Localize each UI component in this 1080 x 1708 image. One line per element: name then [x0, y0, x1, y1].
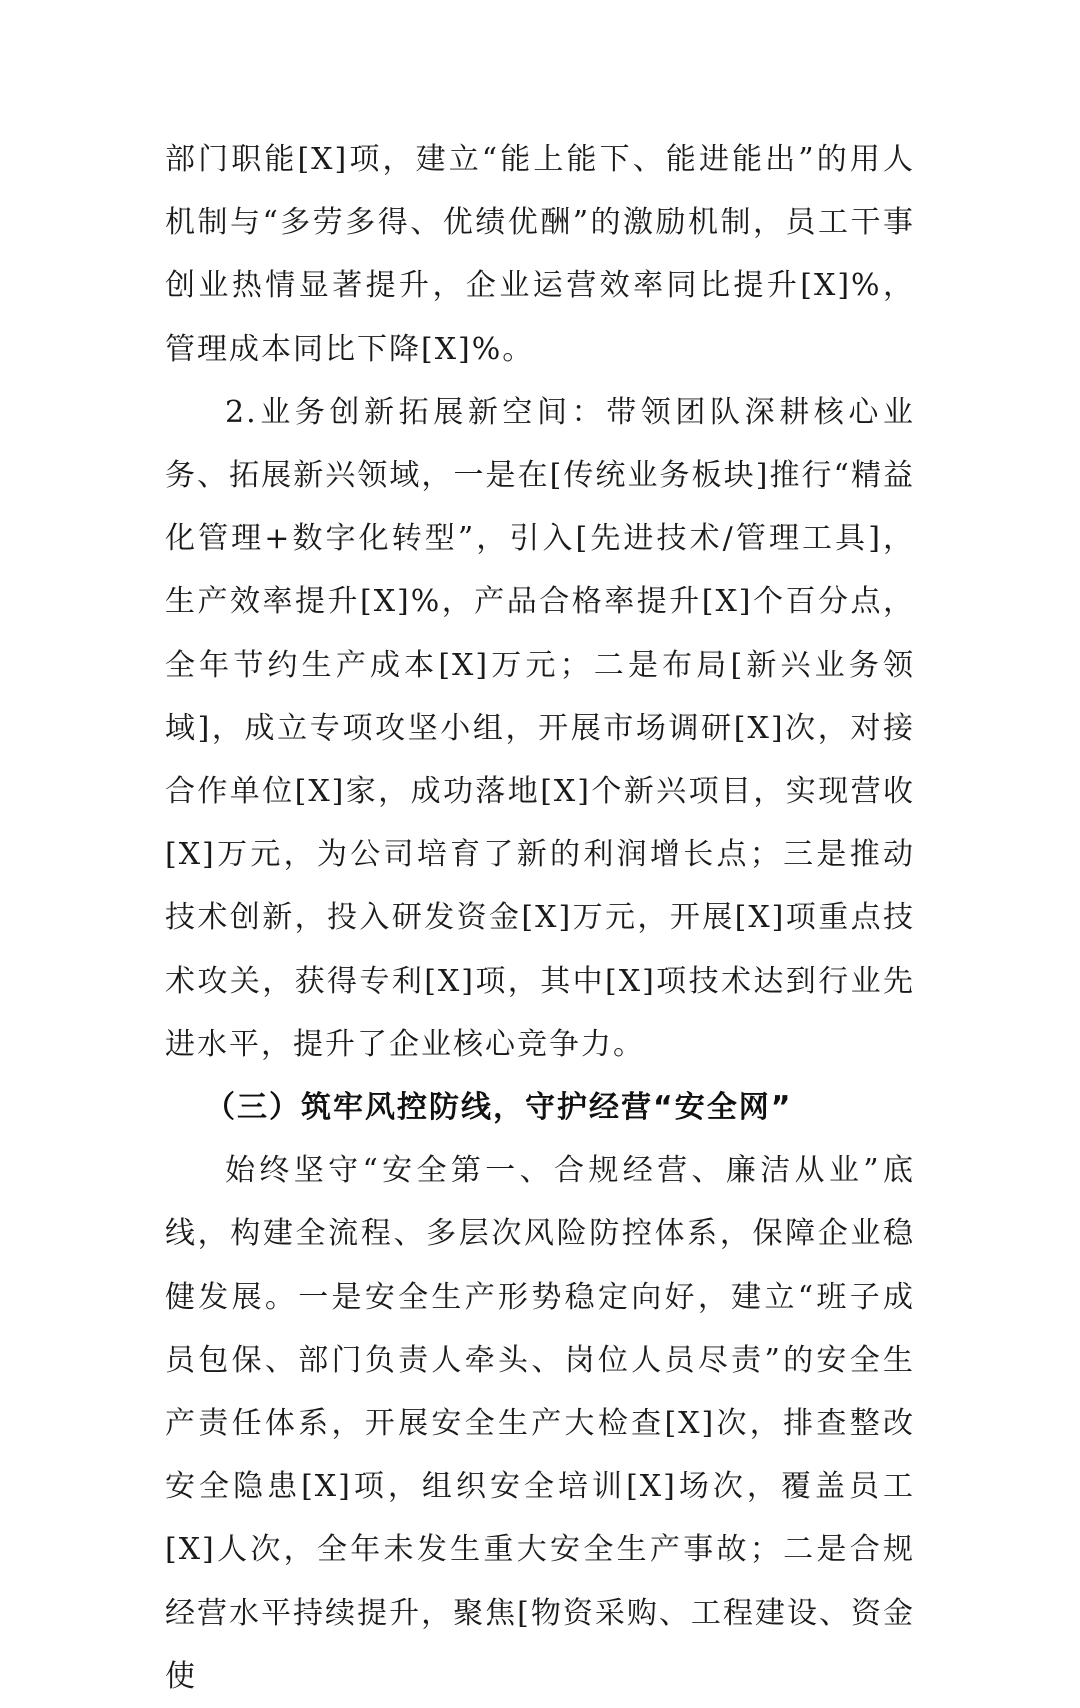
paragraph-1: 部门职能[X]项，建立“能上能下、能进能出”的用人机制与“多劳多得、优绩优酬”的激励机制，员工干事创业热情显著提升，企业运营效率同比提升[X]%，管理成本同比下降[X]%。	[165, 142, 915, 367]
paragraph-3: 始终坚守“安全第一、合规经营、廉洁从业”底线，构建全流程、多层次风险防控体系，保障企业稳健发展。一是安全生产形势稳定向好，建立“班子成员包保、部门负责人牵头、岗位人员尽责”的安全生产责任体系，开展安全生产大检查[X]次，排查整改安全隐患[X]项，组织安全培训[X]场次，覆盖员工[X]人次，全年未发生重大安全生产事故；二是合规经营水平持续提升，聚焦[物资采购、工程建设、资金使	[165, 1153, 915, 1694]
document-body	[165, 128, 915, 1708]
paragraph-2: 2.业务创新拓展新空间：带领团队深耕核心业务、拓展新兴领域，一是在[传统业务板块]推行“精益化管理+数字化转型”，引入[先进技术/管理工具]，生产效率提升[X]%，产品合格率提升[X]个百分点，全年节约生产成本[X]万元；二是布局[新兴业务领域]，成立专项攻坚小组，开展市场调研[X]次，对接合作单位[X]家，成功落地[X]个新兴项目，实现营收[X]万元，为公司培育了新的利润增长点；三是推动技术创新，投入研发资金[X]万元，开展[X]项重点技术攻关，获得专利[X]项，其中[X]项技术达到行业先进水平，提升了企业核心竞争力。	[165, 394, 915, 1062]
section-heading: （三）筑牢风控防线，守护经营“安全网”	[205, 1090, 793, 1126]
